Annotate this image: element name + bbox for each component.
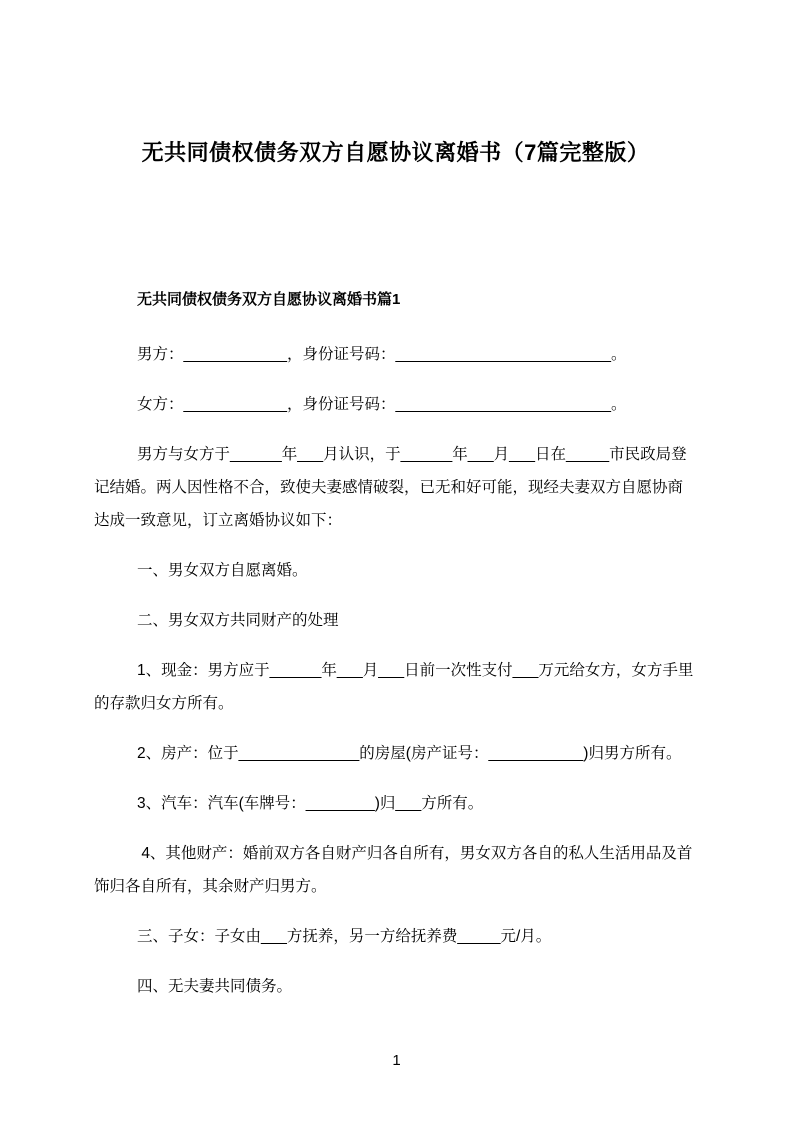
paragraph-husband-info: 男方：____________，身份证号码：_________________________。 — [137, 346, 627, 363]
clause-2-item-2-house: 2、房产：位于______________的房屋(房产证号：___________)归男方所有。 — [137, 745, 682, 762]
clause-2-item-3-car: 3、汽车：汽车(车牌号：________)归___方所有。 — [137, 795, 484, 812]
clause-4-no-debt: 四、无夫妻共同债务。 — [137, 978, 293, 995]
clause-2-property-heading: 二、男女双方共同财产的处理 — [137, 612, 339, 629]
paragraph-wife-info: 女方：____________，身份证号码：_________________________。 — [137, 396, 627, 413]
clause-2-item-1-cash: 1、现金：男方应于______年___月___日前一次性支付___万元给女方，女方手里的存款归女方所有。 — [94, 662, 694, 712]
document-title: 无共同债权债务双方自愿协议离婚书（7篇完整版） — [141, 140, 650, 165]
clause-3-children: 三、子女：子女由___方抚养，另一方给抚养费_____元/月。 — [137, 928, 552, 945]
clause-1-voluntary-divorce: 一、男女双方自愿离婚。 — [137, 562, 308, 579]
clause-2-item-4-other-property: 4、其他财产：婚前双方各自财产归各自所有，男女双方各自的私人生活用品及首饰归各自所有，其余财产归男方。 — [94, 845, 693, 895]
section-heading: 无共同债权债务双方自愿协议离婚书篇1 — [137, 291, 401, 308]
paragraph-intro: 男方与女方于______年___月认识，于______年___月___日在_____市民政局登记结婚。两人因性格不合，致使夫妻感情破裂，已无和好可能，现经夫妻双方自愿协商达成一致意见，订立离婚协议如下： — [94, 446, 687, 529]
page-number: 1 — [392, 1052, 401, 1069]
